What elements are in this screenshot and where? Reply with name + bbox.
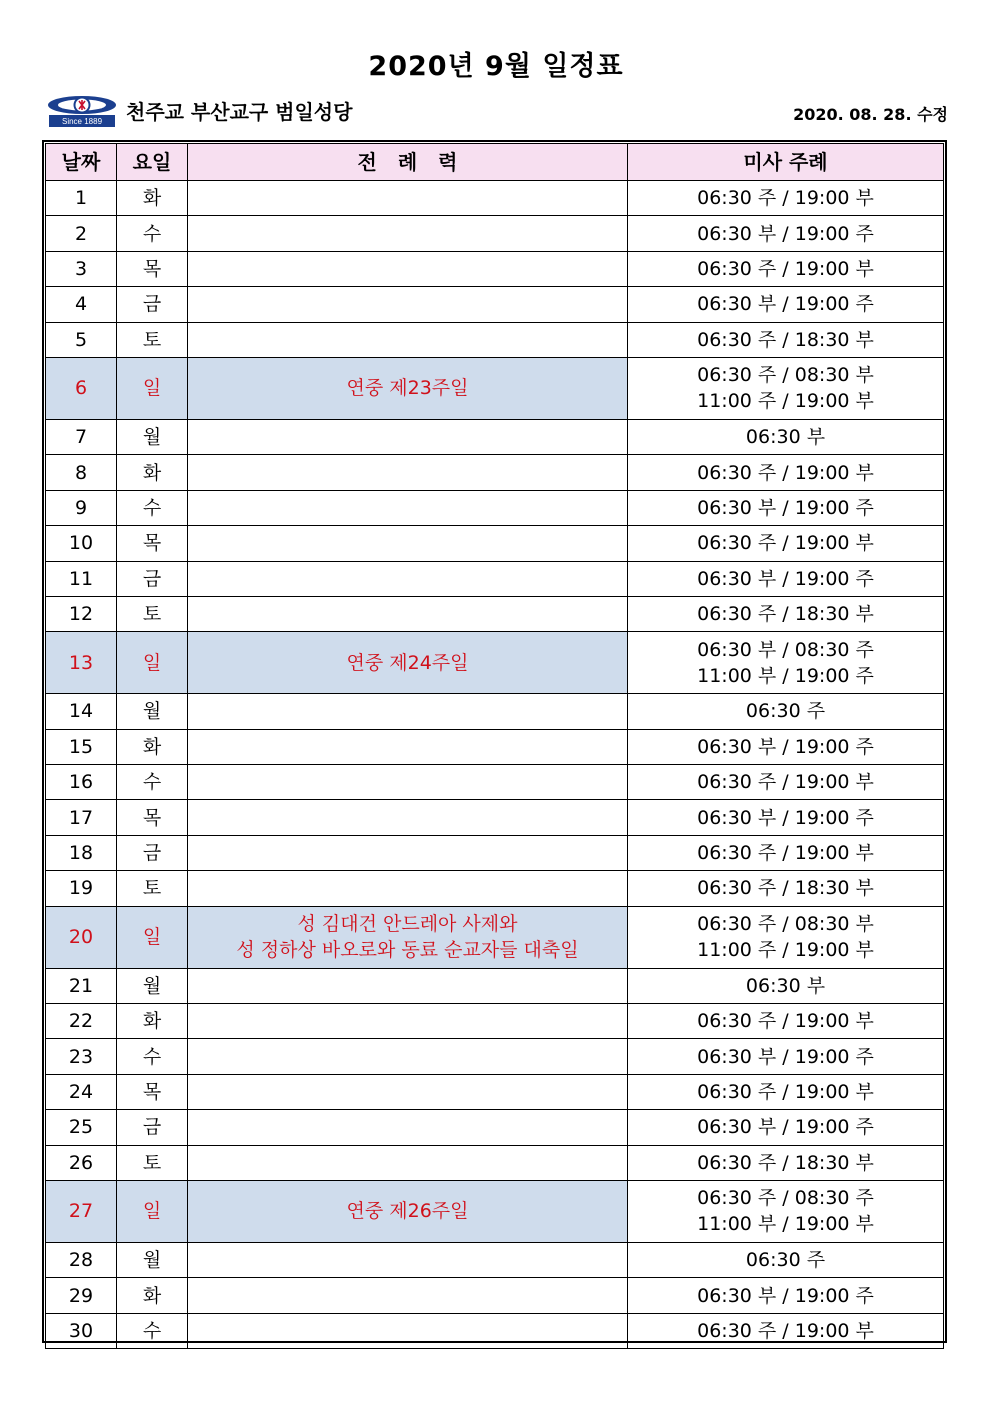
mass-line: 06:30 주 / 19:00 부 (697, 1319, 874, 1342)
mass-cell (628, 1180, 944, 1242)
liturgy-cell (188, 800, 628, 835)
day-cell: 화 (117, 455, 188, 490)
mass-cell (628, 1145, 944, 1180)
day-cell: 월 (117, 1242, 188, 1277)
mass-cell (628, 871, 944, 906)
column-header-date: 날짜 (46, 144, 117, 181)
mass-line: 11:00 주 / 19:00 부 (697, 939, 874, 962)
revision-date: 2020. 08. 28. 수정 (793, 105, 948, 124)
liturgy-cell (188, 835, 628, 870)
mass-line: 06:30 주 / 08:30 주 (697, 1187, 874, 1210)
mass-cell (628, 800, 944, 835)
mass-line: 06:30 주 / 18:30 부 (697, 1151, 874, 1174)
date-cell: 23 (46, 1039, 117, 1074)
date-cell: 7 (46, 419, 117, 454)
table-row (46, 490, 944, 525)
liturgy-cell (188, 419, 628, 454)
table-row (46, 871, 944, 906)
mass-line: 06:30 부 / 19:00 주 (697, 735, 874, 758)
mass-cell (628, 1313, 944, 1348)
date-cell: 20 (46, 906, 117, 968)
mass-cell (628, 596, 944, 631)
page-title: 2020년 9월 일정표 (368, 51, 624, 82)
schedule-table-frame (42, 140, 947, 1343)
day-cell: 일 (117, 1180, 188, 1242)
date-cell: 24 (46, 1074, 117, 1109)
table-row (46, 181, 944, 216)
mass-line: 06:30 부 / 19:00 주 (697, 1116, 874, 1139)
liturgy-cell (188, 871, 628, 906)
mass-line: 06:30 부 / 19:00 주 (697, 293, 874, 316)
day-cell: 목 (117, 526, 188, 561)
table-row (46, 694, 944, 729)
mass-cell (628, 729, 944, 764)
mass-line: 06:30 주 / 19:00 부 (697, 1010, 874, 1033)
date-cell: 30 (46, 1313, 117, 1348)
column-header-mass: 미사 주례 (628, 144, 944, 181)
liturgy-cell (188, 216, 628, 251)
date-cell: 29 (46, 1278, 117, 1313)
mass-cell (628, 455, 944, 490)
mass-cell (628, 216, 944, 251)
mass-line: 06:30 부 (745, 426, 826, 449)
mass-line: 06:30 주 / 08:30 부 (697, 913, 874, 936)
mass-line: 06:30 주 / 08:30 부 (697, 364, 874, 387)
date-cell: 3 (46, 251, 117, 286)
day-cell: 화 (117, 729, 188, 764)
mass-cell (628, 1074, 944, 1109)
table-row (46, 251, 944, 286)
table-row (46, 1004, 944, 1039)
liturgy-cell (188, 287, 628, 322)
table-row (46, 1313, 944, 1348)
mass-line: 11:00 주 / 19:00 부 (697, 390, 874, 413)
mass-line: 06:30 주 / 19:00 부 (697, 771, 874, 794)
table-row (46, 1278, 944, 1313)
mass-cell (628, 357, 944, 419)
day-cell: 수 (117, 1313, 188, 1348)
liturgy-cell (188, 1004, 628, 1039)
liturgy-cell (188, 765, 628, 800)
logo-text: Since 1889 (61, 117, 103, 126)
day-cell: 수 (117, 216, 188, 251)
date-cell: 17 (46, 800, 117, 835)
liturgy-cell (188, 322, 628, 357)
liturgy-cell (188, 357, 628, 419)
mass-line: 06:30 주 / 19:00 부 (697, 461, 874, 484)
mass-line: 06:30 주 / 19:00 부 (697, 532, 874, 555)
day-cell: 토 (117, 596, 188, 631)
date-cell: 21 (46, 968, 117, 1003)
table-row (46, 632, 944, 694)
day-cell: 금 (117, 561, 188, 596)
mass-line: 06:30 주 / 19:00 부 (697, 257, 874, 280)
table-row (46, 526, 944, 561)
day-cell: 월 (117, 968, 188, 1003)
day-cell: 금 (117, 1110, 188, 1145)
column-header-day: 요일 (117, 144, 188, 181)
date-cell: 15 (46, 729, 117, 764)
table-row (46, 906, 944, 968)
table-row (46, 287, 944, 322)
table-row (46, 216, 944, 251)
mass-line: 06:30 부 / 19:00 주 (697, 1284, 874, 1307)
day-cell: 수 (117, 1039, 188, 1074)
mass-cell (628, 287, 944, 322)
date-cell: 25 (46, 1110, 117, 1145)
day-cell: 월 (117, 694, 188, 729)
liturgy-line: 연중 제26주일 (346, 1200, 469, 1223)
mass-line: 06:30 부 / 19:00 주 (697, 806, 874, 829)
liturgy-cell (188, 694, 628, 729)
mass-cell (628, 1278, 944, 1313)
date-cell: 12 (46, 596, 117, 631)
mass-line: 06:30 부 / 19:00 주 (697, 222, 874, 245)
day-cell: 금 (117, 287, 188, 322)
table-row (46, 1180, 944, 1242)
date-cell: 14 (46, 694, 117, 729)
table-row (46, 968, 944, 1003)
day-cell: 월 (117, 419, 188, 454)
day-cell: 화 (117, 181, 188, 216)
mass-cell (628, 419, 944, 454)
liturgy-cell (188, 1039, 628, 1074)
liturgy-cell (188, 729, 628, 764)
liturgy-cell (188, 906, 628, 968)
date-cell: 8 (46, 455, 117, 490)
mass-line: 06:30 부 (745, 974, 826, 997)
mass-line: 06:30 부 / 08:30 주 (697, 638, 874, 661)
mass-cell (628, 1004, 944, 1039)
day-cell: 화 (117, 1278, 188, 1313)
liturgy-cell (188, 968, 628, 1003)
day-cell: 수 (117, 490, 188, 525)
table-row (46, 561, 944, 596)
date-cell: 18 (46, 835, 117, 870)
mass-line: 11:00 부 / 19:00 주 (697, 664, 874, 687)
date-cell: 22 (46, 1004, 117, 1039)
schedule-rows (46, 181, 944, 1349)
day-cell: 토 (117, 871, 188, 906)
liturgy-line: 성 김대건 안드레아 사제와 (297, 913, 518, 936)
table-row (46, 1039, 944, 1074)
mass-cell (628, 906, 944, 968)
table-row (46, 729, 944, 764)
table-row (46, 1110, 944, 1145)
mass-line: 06:30 부 / 19:00 주 (697, 1045, 874, 1068)
date-cell: 13 (46, 632, 117, 694)
mass-line: 06:30 주 / 19:00 부 (697, 187, 874, 210)
liturgy-cell (188, 632, 628, 694)
document-header (44, 90, 948, 132)
liturgy-cell (188, 1145, 628, 1180)
date-cell: 9 (46, 490, 117, 525)
table-row (46, 835, 944, 870)
day-cell: 일 (117, 632, 188, 694)
table-header-row (46, 144, 944, 181)
mass-line: 06:30 부 / 19:00 주 (697, 567, 874, 590)
day-cell: 화 (117, 1004, 188, 1039)
mass-cell (628, 181, 944, 216)
liturgy-line: 연중 제24주일 (346, 651, 469, 674)
mass-line: 06:30 주 / 18:30 부 (697, 877, 874, 900)
date-cell: 26 (46, 1145, 117, 1180)
schedule-table (45, 143, 944, 1349)
table-row (46, 765, 944, 800)
liturgy-cell (188, 1242, 628, 1277)
mass-line: 11:00 부 / 19:00 부 (697, 1213, 874, 1236)
date-cell: 6 (46, 357, 117, 419)
mass-cell (628, 632, 944, 694)
date-cell: 11 (46, 561, 117, 596)
date-cell: 2 (46, 216, 117, 251)
day-cell: 금 (117, 835, 188, 870)
mass-cell (628, 561, 944, 596)
liturgy-cell (188, 490, 628, 525)
mass-cell (628, 1039, 944, 1074)
table-row (46, 1242, 944, 1277)
day-cell: 수 (117, 765, 188, 800)
liturgy-cell (188, 526, 628, 561)
mass-line: 06:30 주 (745, 700, 826, 723)
table-row (46, 322, 944, 357)
mass-line: 06:30 주 / 18:30 부 (697, 603, 874, 626)
liturgy-cell (188, 561, 628, 596)
liturgy-line: 성 정하상 바오로와 동료 순교자들 대축일 (236, 939, 579, 962)
table-row (46, 1145, 944, 1180)
table-row (46, 357, 944, 419)
day-cell: 목 (117, 251, 188, 286)
liturgy-cell (188, 1278, 628, 1313)
date-cell: 16 (46, 765, 117, 800)
day-cell: 일 (117, 357, 188, 419)
mass-cell (628, 765, 944, 800)
liturgy-cell (188, 1110, 628, 1145)
date-cell: 27 (46, 1180, 117, 1242)
date-cell: 10 (46, 526, 117, 561)
table-row (46, 596, 944, 631)
mass-line: 06:30 주 / 19:00 부 (697, 1081, 874, 1103)
mass-line: 06:30 주 / 18:30 부 (697, 328, 874, 351)
liturgy-cell (188, 1074, 628, 1109)
mass-cell (628, 1110, 944, 1145)
parish-name: 천주교 부산교구 범일성당 (126, 100, 353, 124)
mass-cell (628, 694, 944, 729)
parish-logo (46, 92, 118, 128)
date-cell: 5 (46, 322, 117, 357)
date-cell: 19 (46, 871, 117, 906)
day-cell: 토 (117, 322, 188, 357)
table-row (46, 455, 944, 490)
day-cell: 토 (117, 1145, 188, 1180)
liturgy-cell (188, 455, 628, 490)
liturgy-cell (188, 596, 628, 631)
mass-cell (628, 490, 944, 525)
mass-cell (628, 1242, 944, 1277)
date-cell: 1 (46, 181, 117, 216)
mass-cell (628, 251, 944, 286)
day-cell: 일 (117, 906, 188, 968)
liturgy-cell (188, 1180, 628, 1242)
day-cell: 목 (117, 1074, 188, 1109)
mass-cell (628, 322, 944, 357)
table-row (46, 800, 944, 835)
table-row (46, 419, 944, 454)
liturgy-line: 연중 제23주일 (346, 377, 469, 400)
mass-line: 06:30 주 / 19:00 부 (697, 842, 874, 865)
liturgy-cell (188, 1313, 628, 1348)
day-cell: 목 (117, 800, 188, 835)
mass-cell (628, 526, 944, 561)
mass-cell (628, 835, 944, 870)
mass-line: 06:30 부 / 19:00 주 (697, 496, 874, 519)
date-cell: 28 (46, 1242, 117, 1277)
table-row (46, 1074, 944, 1109)
liturgy-cell (188, 181, 628, 216)
liturgy-cell (188, 251, 628, 286)
mass-cell (628, 968, 944, 1003)
column-header-liturgy: 전 례 력 (188, 144, 628, 181)
date-cell: 4 (46, 287, 117, 322)
mass-line: 06:30 주 (745, 1249, 826, 1272)
